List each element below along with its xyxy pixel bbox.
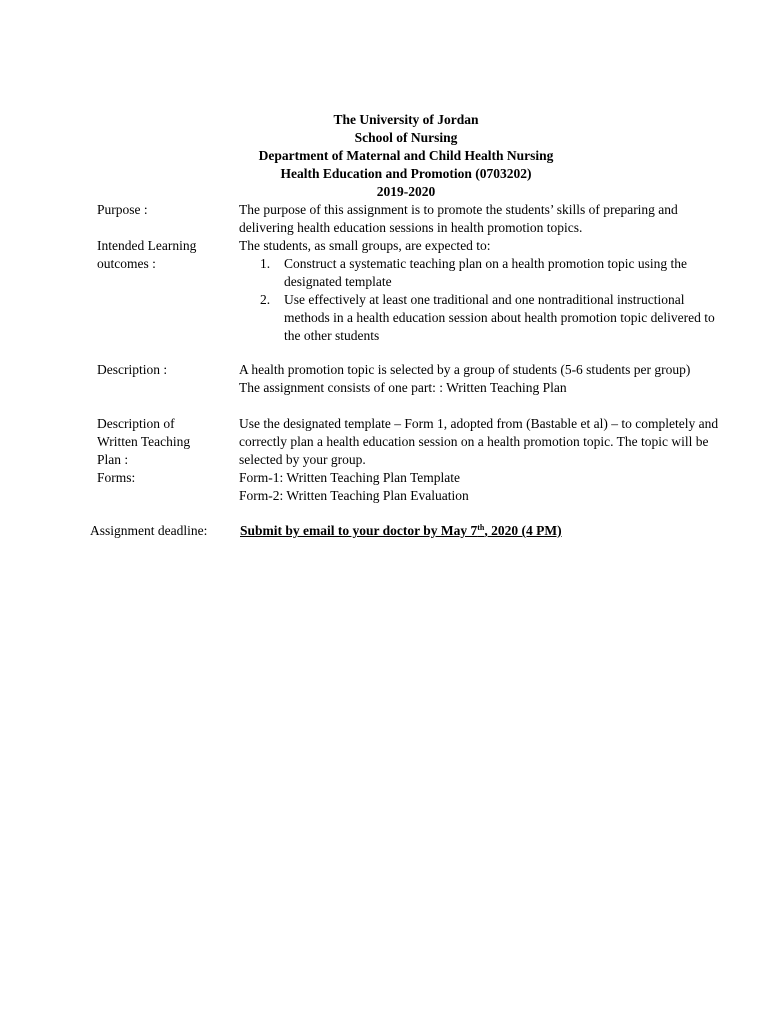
course-title: Health Education and Promotion (0703202): [280, 166, 532, 181]
list-item-text: Construct a systematic teaching plan on a health promotion topic using the designated template: [284, 256, 688, 289]
school-name: School of Nursing: [354, 130, 458, 145]
outcomes-content: [239, 237, 719, 345]
deadline-superscript: th: [477, 523, 485, 532]
outcomes-label-line1: Intended Learning: [97, 238, 197, 253]
forms-content: [239, 469, 719, 505]
purpose-text: The purpose of this assignment is to promote the students’ skills of preparing and delivering health education sessions in health promotion topics.: [239, 202, 678, 235]
deadline-text-before: Submit by email to your doctor by May 7: [240, 523, 478, 538]
list-item-number: 2.: [260, 292, 271, 307]
outcomes-label: [97, 237, 227, 273]
purpose-label: Purpose :: [97, 202, 148, 217]
deadline-label: Assignment deadline:: [90, 523, 208, 538]
outcomes-label-line2: outcomes :: [97, 256, 156, 271]
list-item: [239, 255, 719, 291]
form-1: Form-1: Written Teaching Plan Template: [239, 470, 461, 485]
deadline-text-after: , 2020 (4 PM): [484, 523, 562, 538]
description-content: [239, 361, 719, 397]
description-text-1: A health promotion topic is selected by a group of students (5-6 students per group): [239, 362, 691, 377]
list-item: [239, 291, 719, 345]
description-text-2: The assignment consists of one part: : Written Teaching Plan: [239, 380, 567, 395]
form-2: Form-2: Written Teaching Plan Evaluation: [239, 488, 469, 503]
academic-year: 2019-2020: [376, 184, 436, 199]
written-plan-label: [97, 415, 227, 469]
deadline-text: [240, 522, 562, 540]
department-name: Department of Maternal and Child Health Nursing: [258, 148, 554, 163]
list-item-text: Use effectively at least one traditional and one nontraditional instructional methods in a health education session about health promotion topic delivered to the other students: [284, 292, 715, 343]
outcomes-intro: The students, as small groups, are expected to:: [239, 238, 491, 253]
written-plan-label-line2: Written Teaching: [97, 434, 191, 449]
university-name: The University of Jordan: [333, 112, 479, 127]
document-header: [0, 111, 768, 201]
written-plan-label-line1: Description of: [97, 416, 175, 431]
description-label: Description :: [97, 362, 168, 377]
written-plan-text: Use the designated template – Form 1, adopted from (Bastable et al) – to completely and correctly plan a health education session on a health promotion topic. The topic will be selected by your group.: [239, 416, 719, 467]
list-item-number: 1.: [260, 256, 271, 271]
outcomes-list: [239, 255, 719, 345]
written-plan-label-line3: Plan :: [97, 452, 129, 467]
forms-label: Forms:: [97, 470, 136, 485]
